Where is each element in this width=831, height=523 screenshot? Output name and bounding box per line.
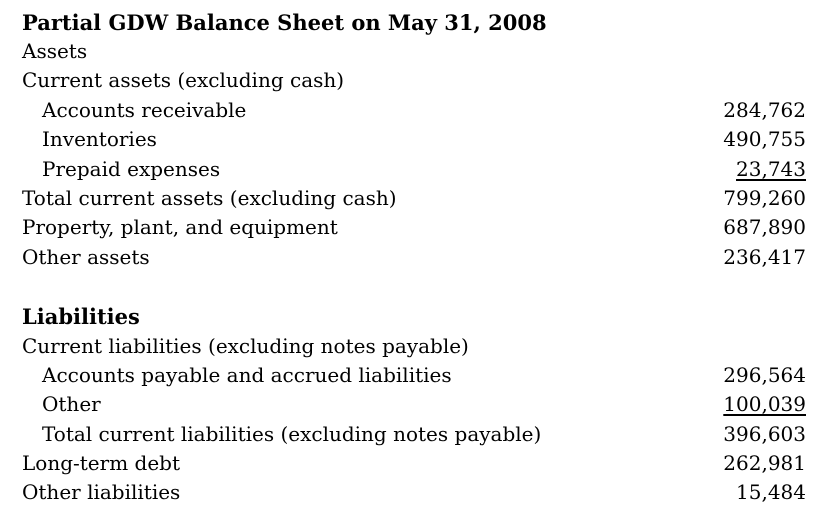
assets-heading-row: [22, 37, 806, 66]
section-spacer: [22, 272, 806, 302]
other-current-liabilities-value: 100,039: [723, 392, 806, 417]
accounts-payable-value: 296,564: [723, 362, 806, 387]
accounts-payable-row: [22, 361, 806, 390]
total-current-liabilities-row: [22, 420, 806, 449]
liabilities-heading: Liabilities: [22, 304, 140, 330]
prepaid-expenses-label: Prepaid expenses: [42, 156, 221, 181]
other-liabilities-row: [22, 478, 806, 507]
accounts-receivable-label: Accounts receivable: [42, 97, 247, 122]
other-liabilities-value: 15,484: [736, 480, 806, 505]
long-term-debt-value: 262,981: [723, 451, 806, 476]
prepaid-expenses-value: 23,743: [736, 156, 806, 181]
other-current-liabilities-label: Other: [42, 392, 101, 417]
accounts-payable-label: Accounts payable and accrued liabilities: [42, 362, 452, 387]
long-term-debt-label: Long-term debt: [22, 451, 180, 476]
inventories-label: Inventories: [42, 127, 157, 152]
inventories-row: [22, 125, 806, 154]
total-current-assets-value: 799,260: [723, 185, 806, 210]
total-current-liabilities-label: Total current liabilities (excluding notes payable): [42, 421, 542, 446]
current-assets-heading-row: [22, 66, 806, 95]
total-current-assets-row: [22, 184, 806, 213]
page-title: Partial GDW Balance Sheet on May 31, 2008: [22, 10, 547, 35]
other-assets-row: [22, 243, 806, 272]
ppe-row: [22, 213, 806, 242]
total-current-assets-label: Total current assets (excluding cash): [22, 185, 397, 210]
assets-heading: Assets: [22, 39, 88, 63]
current-liabilities-heading: Current liabilities (excluding notes payable): [22, 333, 469, 358]
other-liabilities-label: Other liabilities: [22, 480, 181, 505]
current-liabilities-heading-row: [22, 332, 806, 361]
current-assets-heading: Current assets (excluding cash): [22, 68, 345, 93]
prepaid-expenses-row: [22, 155, 806, 184]
ppe-label: Property, plant, and equipment: [22, 215, 338, 240]
other-current-liabilities-row: [22, 390, 806, 419]
accounts-receivable-value: 284,762: [723, 97, 806, 122]
total-current-liabilities-value: 396,603: [723, 421, 806, 446]
other-assets-value: 236,417: [723, 244, 806, 269]
accounts-receivable-row: [22, 96, 806, 125]
balance-sheet: [22, 8, 806, 508]
other-assets-label: Other assets: [22, 244, 150, 269]
long-term-debt-row: [22, 449, 806, 478]
inventories-value: 490,755: [723, 127, 806, 152]
ppe-value: 687,890: [723, 215, 806, 240]
